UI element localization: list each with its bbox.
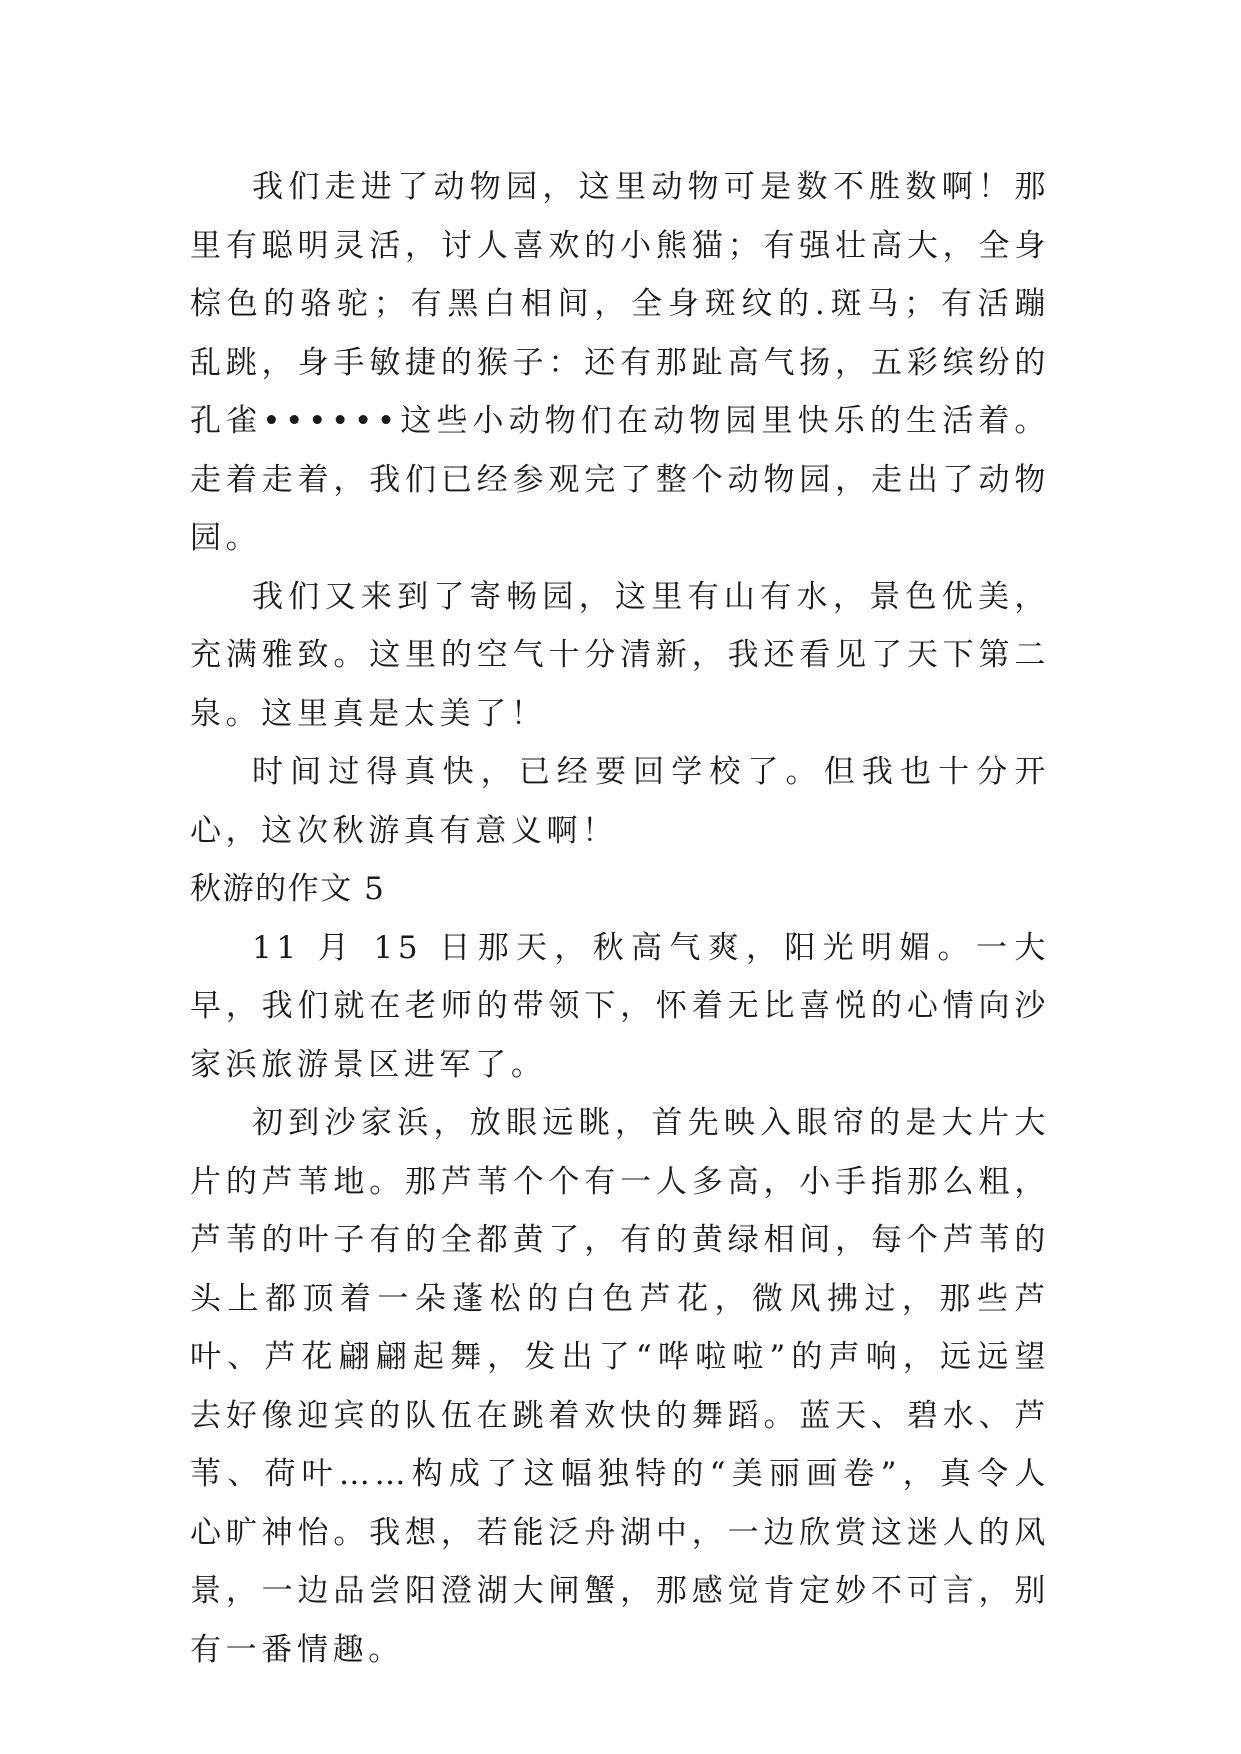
paragraph-return-school: 时间过得真快，已经要回学校了。但我也十分开心，这次秋游真有意义啊！ xyxy=(190,754,1050,849)
paragraph-jichang-garden: 我们又来到了寄畅园，这里有山有水，景色优美，充满雅致。这里的空气十分清新，我还看见了天下第二泉。这里真是太美了！ xyxy=(190,578,1050,732)
essay-heading: 秋游的作文 5 xyxy=(190,871,386,907)
paragraph-departure: 11 月 15 日那天，秋高气爽，阳光明媚。一大早，我们就在老师的带领下，怀着无比喜悦的心情向沙家浜旅游景区进军了。 xyxy=(190,929,1050,1083)
paragraph-reeds: 初到沙家浜，放眼远眺，首先映入眼帘的是大片大片的芦苇地。那芦苇个个有一人多高，小手指那么粗，芦苇的叶子有的全都黄了，有的黄绿相间，每个芦苇的头上都顶着一朵蓬松的白色芦花，微风拂过，那些芦叶、芦花翩翩起舞，发出了“哗啦啦”的声响，远远望去好像迎宾的队伍在跳着欢快的舞蹈。蓝天、碧水、芦苇、荷叶……构成了这幅独特的“美丽画卷”，真令人心旷神怡。我想，若能泛舟湖中，一边欣赏这迷人的风景，一边品尝阳澄湖大闸蟹，那感觉肯定妙不可言，别有一番情趣。 xyxy=(190,1105,1050,1668)
document-body xyxy=(190,158,1050,1679)
paragraph-zoo: 我们走进了动物园，这里动物可是数不胜数啊！那里有聪明灵活，讨人喜欢的小熊猫；有强壮高大，全身棕色的骆驼；有黑白相间，全身斑纹的.斑马；有活蹦乱跳，身手敏捷的猴子：还有那趾高气扬，五彩缤纷的孔雀••••••这些小动物们在动物园里快乐的生活着。走着走着，我们已经参观完了整个动物园，走出了动物园。 xyxy=(190,169,1050,556)
